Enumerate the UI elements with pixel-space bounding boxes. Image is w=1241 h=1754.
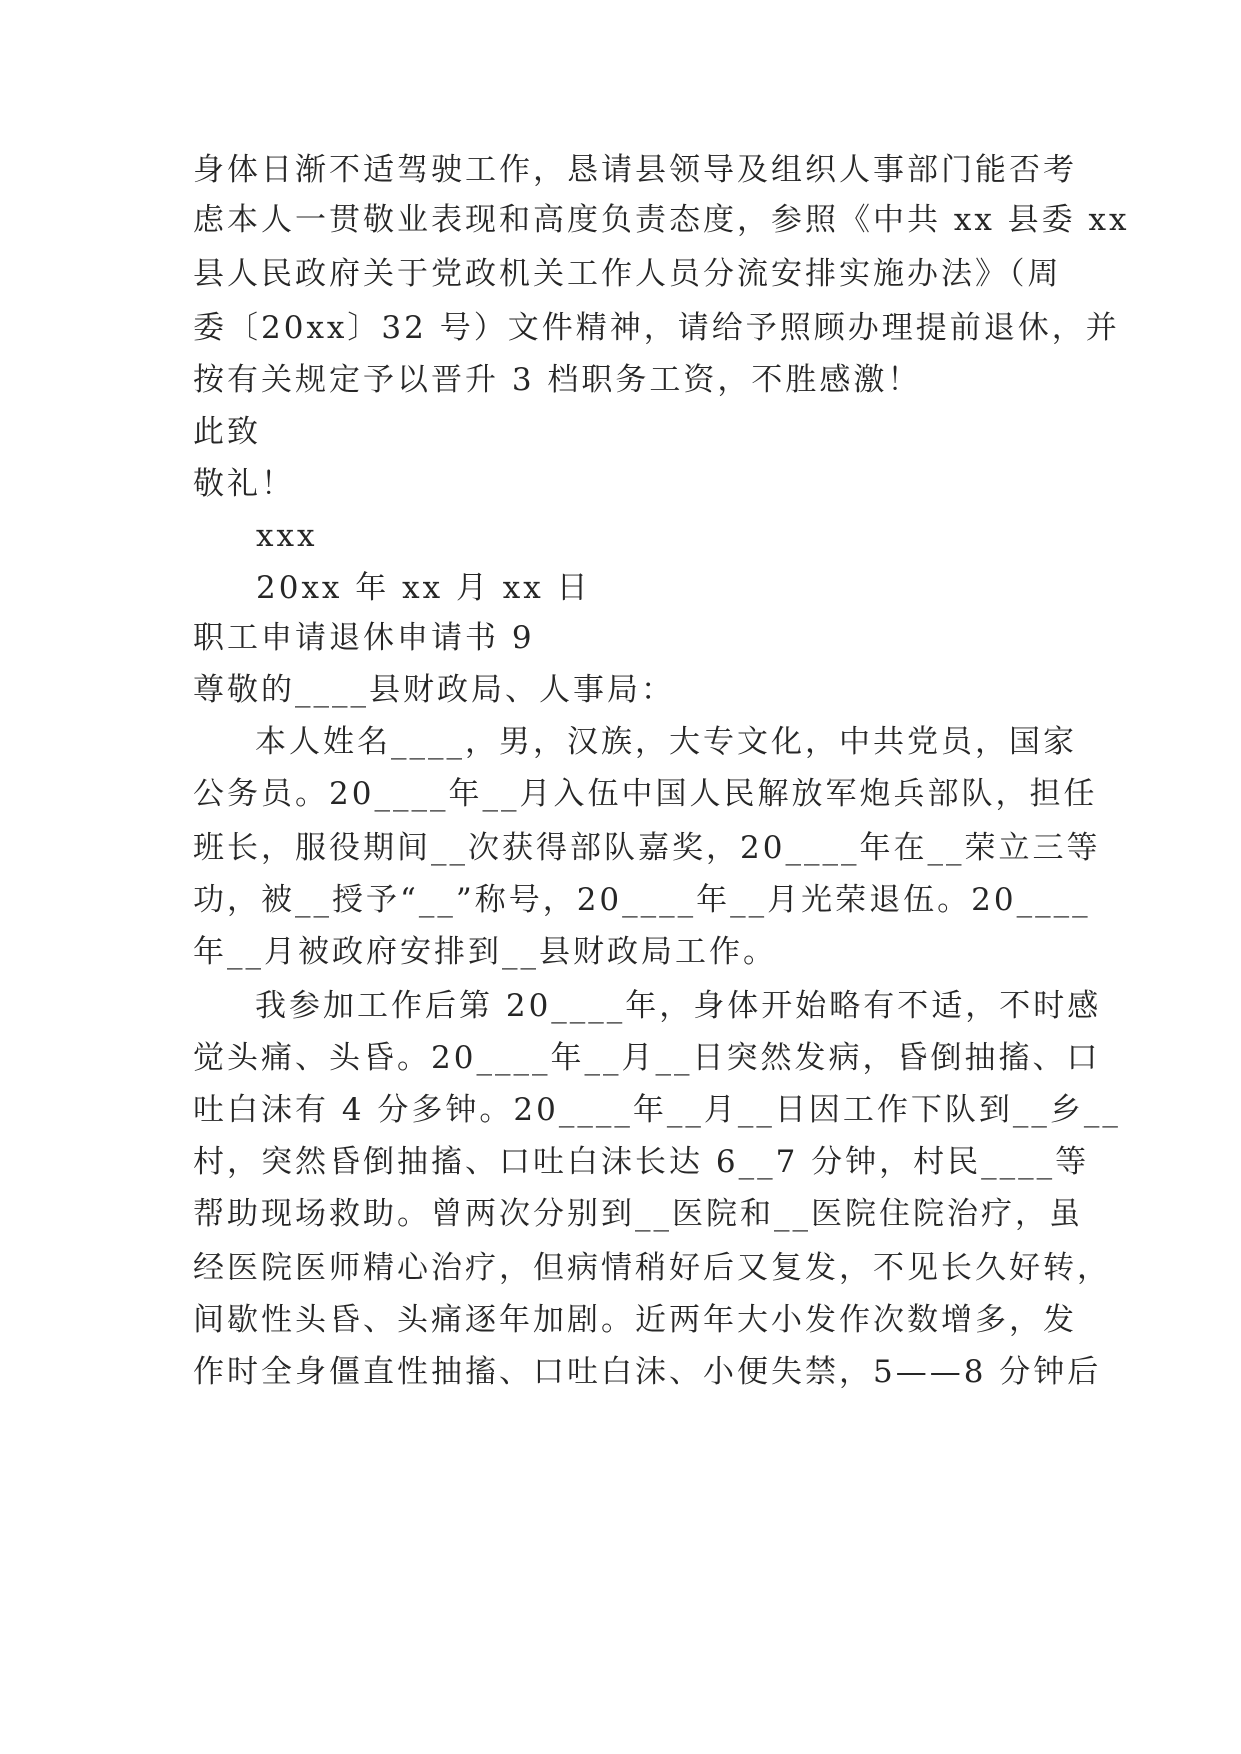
text-line: 县人民政府关于党政机关工作人员分流安排实施办法》（周 xyxy=(193,256,1062,292)
text-line: 作时全身僵直性抽搐、口吐白沫、小便失禁，5——8 分钟后 xyxy=(193,1354,1102,1390)
text-line: 经医院医师精心治疗，但病情稍好后又复发，不见长久好转， xyxy=(193,1250,1111,1286)
text-line: 帮助现场救助。曾两次分别到__医院和__医院住院治疗，虽 xyxy=(193,1196,1083,1232)
text-line: 班长，服役期间__次获得部队嘉奖，20____年在__荣立三等 xyxy=(193,830,1101,866)
text-line: 虑本人一贯敬业表现和高度负责态度，参照《中共 xx 县委 xx xyxy=(193,202,1130,238)
text-line: 公务员。20____年__月入伍中国人民解放军炮兵部队，担任 xyxy=(193,776,1098,812)
signature-date: 20xx 年 xx 月 xx 日 xyxy=(256,570,591,606)
signature-name: xxx xyxy=(256,518,318,554)
text-line: 年__月被政府安排到__县财政局工作。 xyxy=(193,934,777,970)
text-line: 觉头痛、头昏。20____年__月__日突然发病，昏倒抽搐、口 xyxy=(193,1040,1101,1076)
text-line: 我参加工作后第 20____年，身体开始略有不适，不时感 xyxy=(255,988,1102,1024)
text-line: 本人姓名____，男，汉族，大专文化，中共党员，国家 xyxy=(255,724,1077,760)
text-line: 身体日渐不适驾驶工作，恳请县领导及组织人事部门能否考 xyxy=(193,152,1077,188)
section-title: 职工申请退休申请书 9 xyxy=(193,620,535,656)
closing-line: 此致 xyxy=(193,414,261,450)
text-line: 委〔20xx〕32 号）文件精神，请给予照顾办理提前退休，并 xyxy=(193,310,1120,346)
closing-line: 敬礼！ xyxy=(193,466,295,502)
text-line: 功，被__授予“__”称号，20____年__月光荣退伍。20____ xyxy=(193,882,1091,918)
text-line: 按有关规定予以晋升 3 档职务工资，不胜感激！ xyxy=(193,362,922,398)
text-line: 间歇性头昏、头痛逐年加剧。近两年大小发作次数增多，发 xyxy=(193,1302,1077,1338)
salutation: 尊敬的____县财政局、人事局： xyxy=(193,672,675,708)
text-line: 村，突然昏倒抽搐、口吐白沫长达 6__7 分钟，村民____等 xyxy=(193,1144,1090,1180)
text-line: 吐白沫有 4 分多钟。20____年__月__日因工作下队到__乡__ xyxy=(193,1092,1121,1128)
